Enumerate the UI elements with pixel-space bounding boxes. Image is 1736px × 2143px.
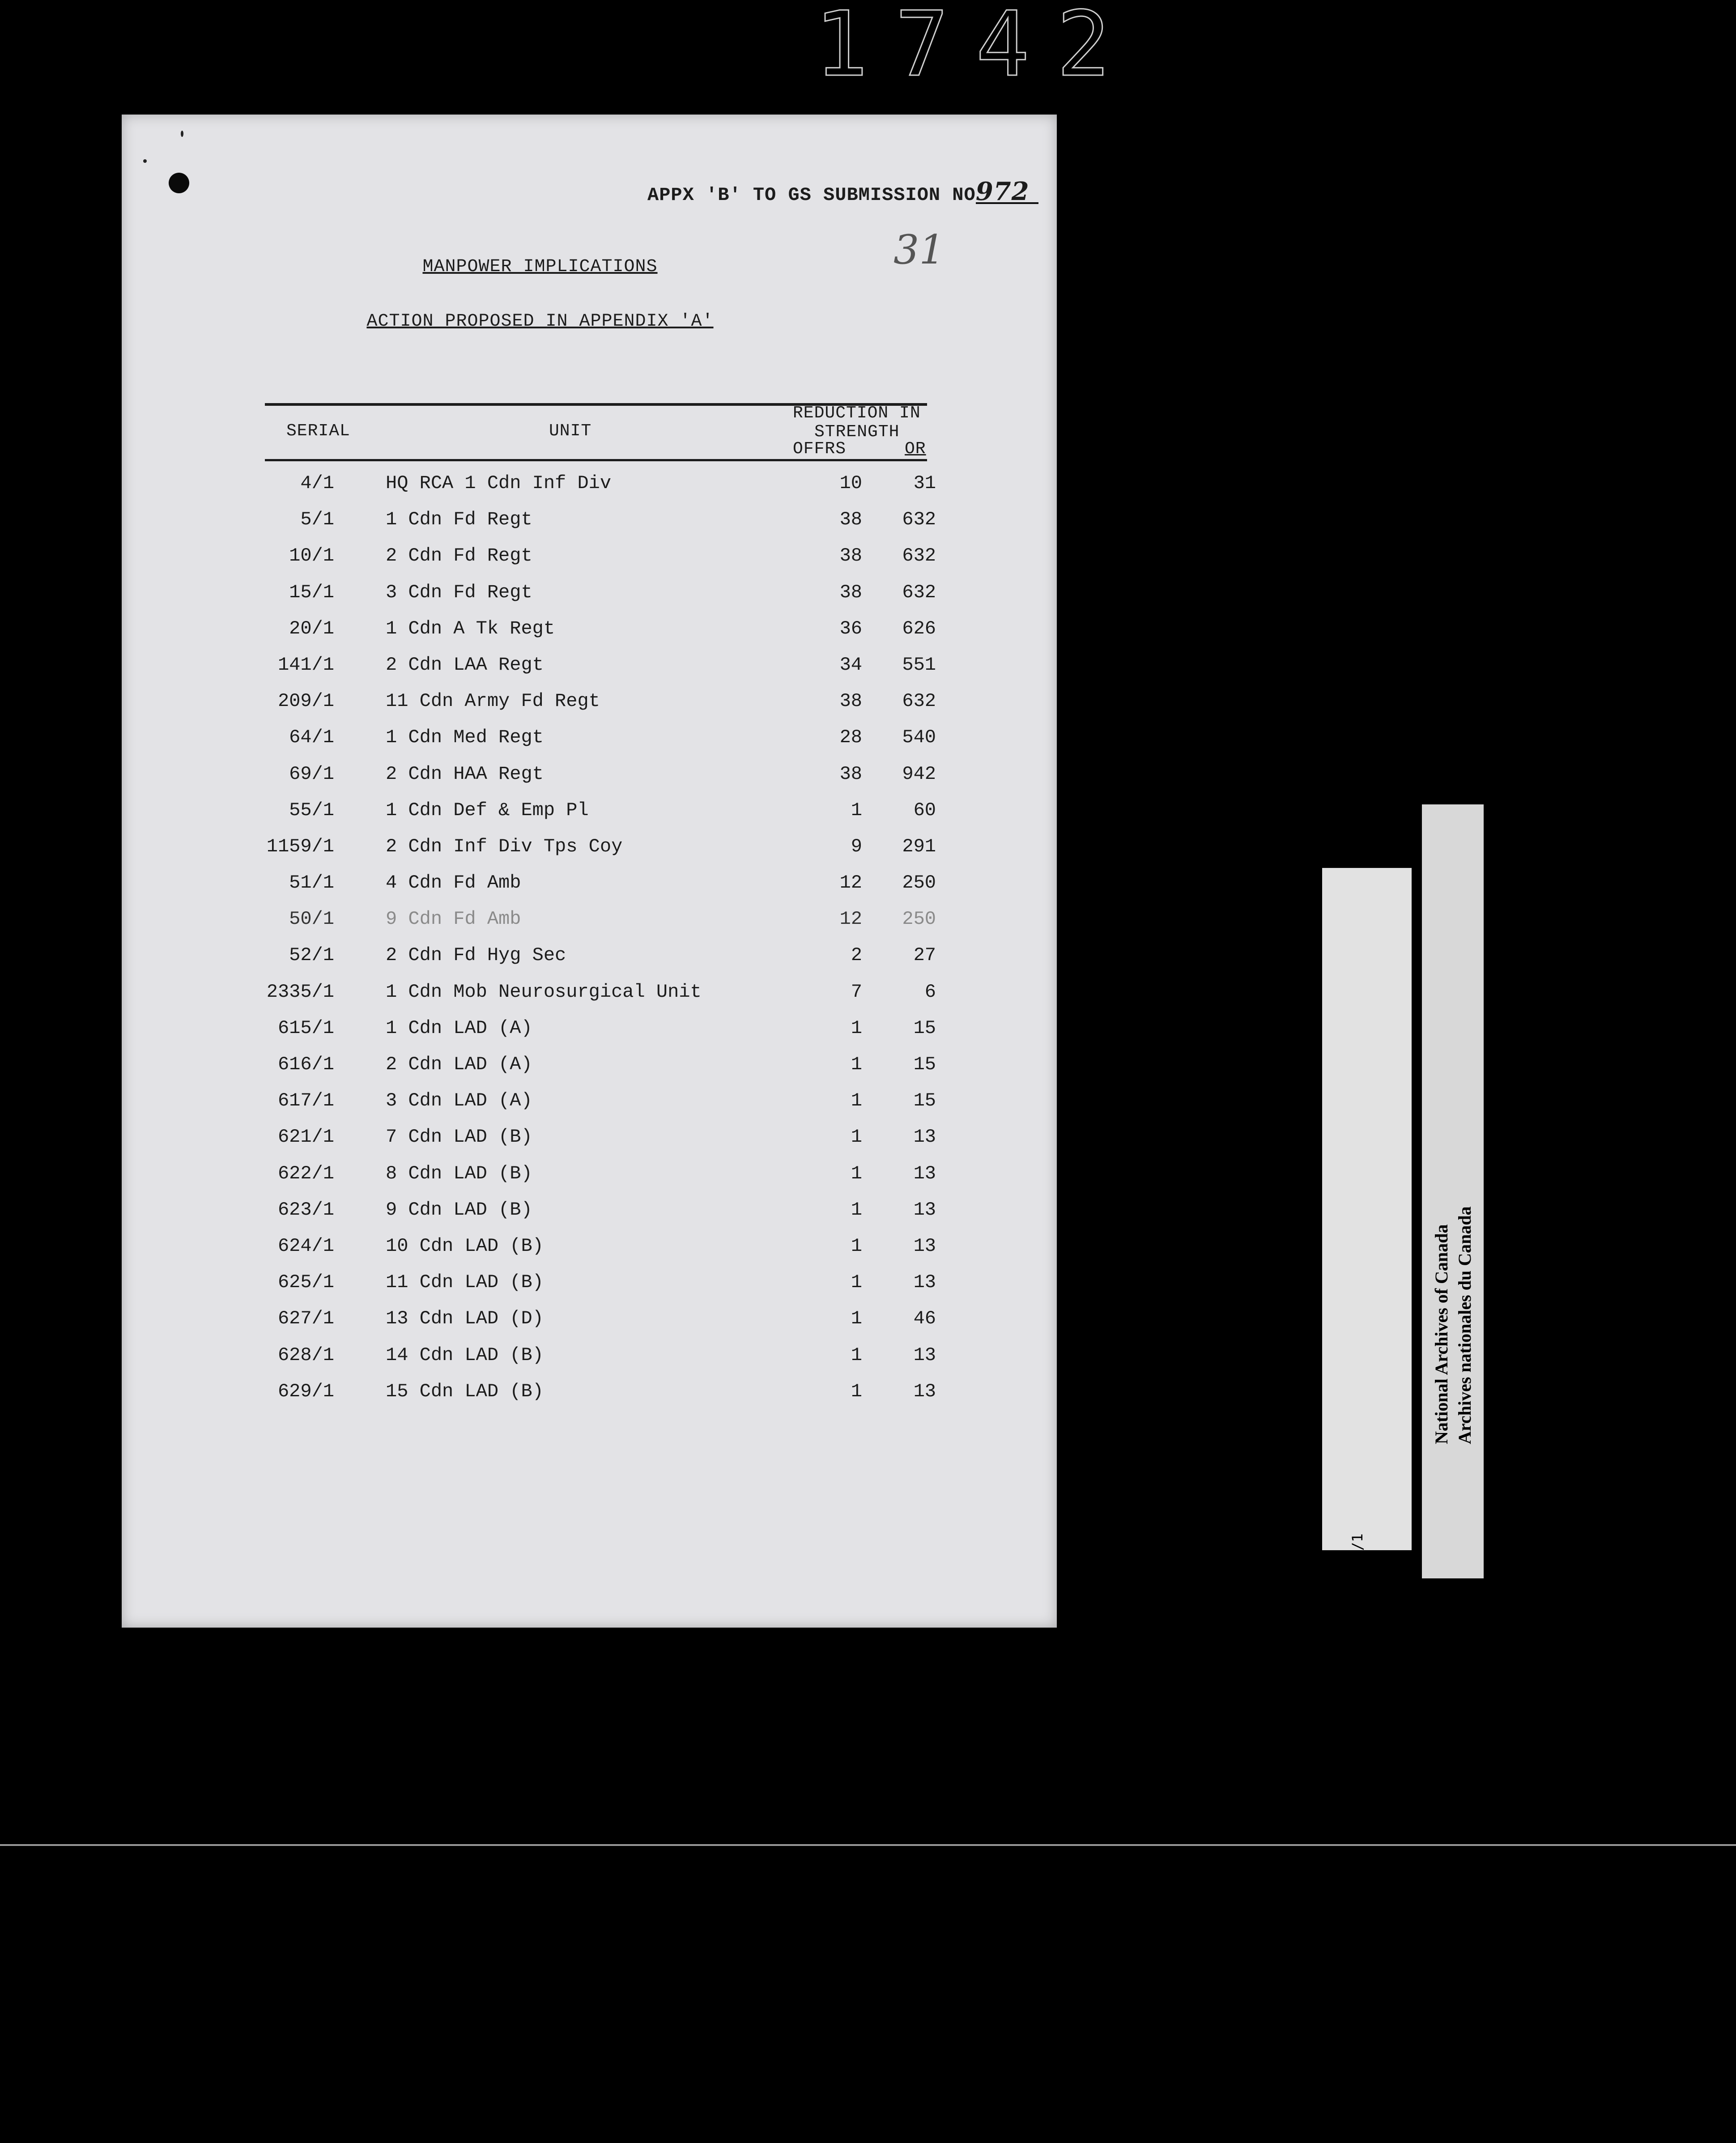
table-row xyxy=(122,690,1057,727)
unit-cell: 14 Cdn LAD (B) xyxy=(386,1344,544,1366)
unit-cell: 2 Cdn HAA Regt xyxy=(386,763,544,785)
punch-hole xyxy=(169,173,189,193)
national-archives-label xyxy=(1422,804,1484,1578)
column-header-offrs: OFFRS xyxy=(793,439,847,459)
serial-cell: 625/1 xyxy=(277,1271,334,1293)
table-row xyxy=(122,1235,1057,1271)
serial-cell: 52/1 xyxy=(289,944,334,966)
unit-cell: 2 Cdn Inf Div Tps Coy xyxy=(386,835,623,857)
column-header-unit: UNIT xyxy=(549,421,592,441)
table-row xyxy=(122,727,1057,763)
archive-reference-label xyxy=(1322,868,1412,2130)
serial-cell: 623/1 xyxy=(277,1199,334,1220)
or-cell: 13 xyxy=(913,1126,936,1148)
or-cell: 250 xyxy=(902,872,936,894)
offrs-cell: 7 xyxy=(851,981,862,1003)
offrs-cell: 38 xyxy=(839,509,862,531)
serial-cell: 629/1 xyxy=(277,1380,334,1402)
table-row xyxy=(122,1308,1057,1344)
or-cell: 942 xyxy=(902,763,936,785)
frame-number: 1742 xyxy=(814,0,1137,97)
serial-cell: 51/1 xyxy=(289,872,334,894)
label-nationale: NATIONALE xyxy=(1370,2052,1387,2130)
offrs-cell: 38 xyxy=(839,581,862,603)
serial-cell: 15/1 xyxy=(289,581,334,603)
serial-cell: 617/1 xyxy=(277,1090,334,1112)
table-row xyxy=(122,618,1057,654)
unit-cell: HQ RCA 1 Cdn Inf Div xyxy=(386,472,612,494)
offrs-cell: 1 xyxy=(851,1017,862,1039)
table-row xyxy=(122,654,1057,690)
unit-cell: 13 Cdn LAD (D) xyxy=(386,1308,544,1330)
label-department: DEPARTMENT OF NATIONAL xyxy=(1325,1940,1342,2130)
offrs-cell: 1 xyxy=(851,1162,862,1184)
serial-cell: 621/1 xyxy=(277,1126,334,1148)
unit-cell: 2 Cdn Fd Hyg Sec xyxy=(386,944,566,966)
table-row xyxy=(122,1163,1057,1199)
or-cell: 632 xyxy=(902,509,936,531)
or-cell: 13 xyxy=(913,1344,936,1366)
paper-speck xyxy=(143,159,147,163)
offrs-cell: 1 xyxy=(851,1126,862,1148)
table-row xyxy=(122,1017,1057,1054)
or-cell: 250 xyxy=(902,908,936,930)
offrs-cell: 1 xyxy=(851,1090,862,1112)
unit-cell: 3 Cdn LAD (A) xyxy=(386,1090,532,1112)
serial-cell: 64/1 xyxy=(289,727,334,748)
or-cell: 27 xyxy=(913,944,936,966)
serial-cell: 69/1 xyxy=(289,763,334,785)
label-defence: DEFENCE xyxy=(1340,2069,1357,2130)
unit-cell: 15 Cdn LAD (B) xyxy=(386,1380,544,1402)
or-cell: 13 xyxy=(913,1162,936,1184)
table-row xyxy=(122,472,1057,509)
offrs-cell: 1 xyxy=(851,1308,862,1330)
or-cell: 291 xyxy=(902,835,936,857)
table-row xyxy=(122,1344,1057,1381)
offrs-cell: 36 xyxy=(839,617,862,639)
serial-cell: 2335/1 xyxy=(266,981,334,1003)
offrs-cell: 38 xyxy=(839,690,862,712)
serial-cell: 5/1 xyxy=(300,509,334,531)
serial-cell: 4/1 xyxy=(300,472,334,494)
column-header-serial: SERIAL xyxy=(286,421,350,441)
table-row xyxy=(122,1090,1057,1126)
document-page xyxy=(122,115,1057,1628)
serial-cell: 628/1 xyxy=(277,1344,334,1366)
unit-cell: 1 Cdn Mob Neurosurgical Unit xyxy=(386,981,702,1003)
or-cell: 632 xyxy=(902,690,936,712)
table-row xyxy=(122,1126,1057,1162)
offrs-cell: 1 xyxy=(851,1054,862,1075)
or-cell: 13 xyxy=(913,1380,936,1402)
unit-cell: 11 Cdn LAD (B) xyxy=(386,1271,544,1293)
unit-cell: 3 Cdn Fd Regt xyxy=(386,581,532,603)
serial-cell: 20/1 xyxy=(289,617,334,639)
serial-cell: 624/1 xyxy=(277,1235,334,1257)
unit-cell: 9 Cdn LAD (B) xyxy=(386,1199,532,1220)
or-cell: 551 xyxy=(902,654,936,676)
film-edge-line xyxy=(0,1844,1736,1846)
offrs-cell: 10 xyxy=(839,472,862,494)
or-cell: 60 xyxy=(913,799,936,821)
or-cell: 13 xyxy=(913,1235,936,1257)
table-row xyxy=(122,1199,1057,1235)
label-file: File/dossier 6/1 MED R/1 xyxy=(1349,1533,1366,1740)
unit-cell: 4 Cdn Fd Amb xyxy=(386,872,521,894)
table-body xyxy=(122,472,1057,1417)
or-cell: 540 xyxy=(902,727,936,748)
pencil-page-mark: 31 xyxy=(894,226,945,273)
offrs-cell: 9 xyxy=(851,835,862,857)
unit-cell: 1 Cdn LAD (A) xyxy=(386,1017,532,1039)
table-row xyxy=(122,1054,1057,1090)
appendix-heading-prefix: APPX 'B' TO GS SUBMISSION NO xyxy=(647,184,976,206)
table-row xyxy=(122,582,1057,618)
table-row xyxy=(122,872,1057,908)
unit-cell: 9 Cdn Fd Amb xyxy=(386,908,521,930)
or-cell: 13 xyxy=(913,1199,936,1220)
serial-cell: 627/1 xyxy=(277,1308,334,1330)
offrs-cell: 38 xyxy=(839,545,862,567)
or-cell: 632 xyxy=(902,581,936,603)
offrs-cell: 1 xyxy=(851,1380,862,1402)
serial-cell: 10/1 xyxy=(289,545,334,567)
table-row xyxy=(122,981,1057,1017)
offrs-cell: 1 xyxy=(851,1271,862,1293)
or-cell: 6 xyxy=(924,981,936,1003)
serial-cell: 209/1 xyxy=(277,690,334,712)
or-cell: 15 xyxy=(913,1054,936,1075)
nac-french: Archives nationales du Canada xyxy=(1455,1206,1475,1444)
column-header-or: OR xyxy=(905,439,926,459)
unit-cell: 2 Cdn LAA Regt xyxy=(386,654,544,676)
serial-cell: 55/1 xyxy=(289,799,334,821)
table-header-rule xyxy=(265,459,927,461)
or-cell: 632 xyxy=(902,545,936,567)
unit-cell: 1 Cdn Med Regt xyxy=(386,727,544,748)
unit-cell: 1 Cdn Fd Regt xyxy=(386,509,532,531)
document-title: MANPOWER IMPLICATIONS xyxy=(422,257,658,277)
offrs-cell: 1 xyxy=(851,1344,862,1366)
or-cell: 15 xyxy=(913,1017,936,1039)
or-cell: 15 xyxy=(913,1090,936,1112)
unit-cell: 8 Cdn LAD (B) xyxy=(386,1162,532,1184)
serial-cell: 141/1 xyxy=(277,654,334,676)
table-row xyxy=(122,1381,1057,1417)
serial-cell: 616/1 xyxy=(277,1054,334,1075)
offrs-cell: 12 xyxy=(839,908,862,930)
label-ministere: MINISTERE DE LA DEFENSE xyxy=(1355,1931,1372,2130)
submission-number: 972 xyxy=(976,181,1038,204)
offrs-cell: 38 xyxy=(839,763,862,785)
table-row xyxy=(122,545,1057,581)
offrs-cell: 28 xyxy=(839,727,862,748)
table-row xyxy=(122,763,1057,799)
document-subtitle: ACTION PROPOSED IN APPENDIX 'A' xyxy=(366,311,714,332)
unit-cell: 2 Cdn Fd Regt xyxy=(386,545,532,567)
unit-cell: 2 Cdn LAD (A) xyxy=(386,1054,532,1075)
or-cell: 626 xyxy=(902,617,936,639)
serial-cell: 1159/1 xyxy=(266,835,334,857)
serial-cell: 615/1 xyxy=(277,1017,334,1039)
table-row xyxy=(122,944,1057,981)
paper-speck xyxy=(181,131,183,137)
offrs-cell: 1 xyxy=(851,799,862,821)
unit-cell: 10 Cdn LAD (B) xyxy=(386,1235,544,1257)
column-header-strength: STRENGTH xyxy=(814,422,900,442)
table-row xyxy=(122,836,1057,872)
unit-cell: 7 Cdn LAD (B) xyxy=(386,1126,532,1148)
unit-cell: 1 Cdn A Tk Regt xyxy=(386,617,555,639)
offrs-cell: 34 xyxy=(839,654,862,676)
table-row xyxy=(122,799,1057,836)
unit-cell: 1 Cdn Def & Emp Pl xyxy=(386,799,589,821)
column-header-reduction: REDUCTION IN xyxy=(793,404,921,423)
or-cell: 13 xyxy=(913,1271,936,1293)
label-reference: RG 24, C-2, vol. 12498 xyxy=(1328,1551,1345,1740)
offrs-cell: 1 xyxy=(851,1235,862,1257)
table-row xyxy=(122,1271,1057,1308)
unit-cell: 11 Cdn Army Fd Regt xyxy=(386,690,600,712)
offrs-cell: 1 xyxy=(851,1199,862,1220)
table-row xyxy=(122,509,1057,545)
nac-english: National Archives of Canada xyxy=(1431,1224,1451,1444)
offrs-cell: 2 xyxy=(851,944,862,966)
offrs-cell: 12 xyxy=(839,872,862,894)
table-row xyxy=(122,908,1057,944)
or-cell: 46 xyxy=(913,1308,936,1330)
serial-cell: 622/1 xyxy=(277,1162,334,1184)
or-cell: 31 xyxy=(913,472,936,494)
appendix-heading xyxy=(647,177,1030,206)
serial-cell: 50/1 xyxy=(289,908,334,930)
